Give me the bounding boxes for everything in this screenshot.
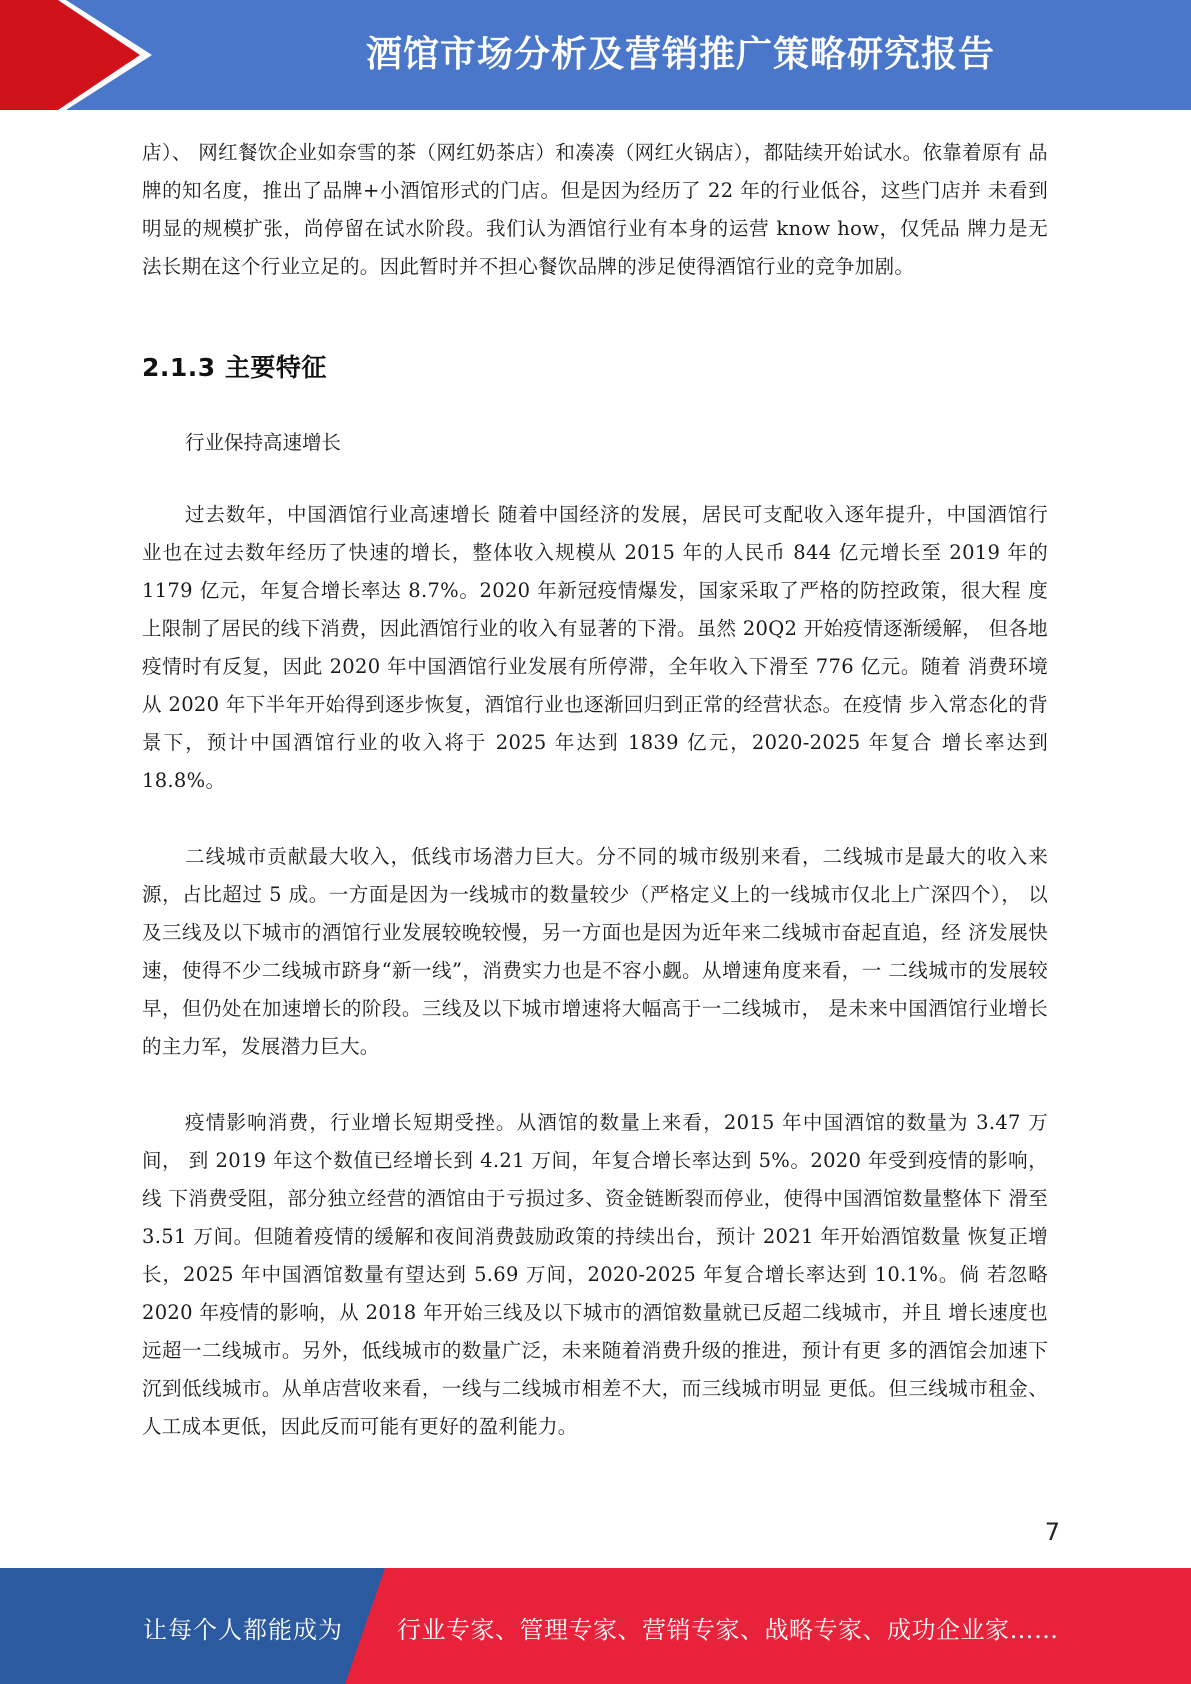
page-number: 7 [1044, 1518, 1060, 1546]
subheading: 行业保持高速增长 [185, 431, 342, 454]
report-title: 酒馆市场分析及营销推广策略研究报告 [365, 34, 995, 75]
page-content [142, 134, 1048, 1446]
footer-slogan-left: 让每个人都能成为 [143, 1616, 343, 1644]
page-header [0, 0, 1191, 110]
intro-paragraph: 店）、 网红餐饮企业如奈雪的茶（网红奶茶店）和凑凑（网红火锅店），都陆续开始试水。依靠着原有 品牌的知名度，推出了品牌+小酒馆形式的门店。但是因为经历了 22 年的行业低谷，这些门店并 未看到明显的规模扩张，尚停留在试水阶段。我们认为酒馆行业有本身的运营 know how，仅凭品 牌力是无法长期在这个行业立足的。因此暂时并不担心餐饮品牌的涉足使得酒馆行业的竞争加剧。 [142, 141, 1048, 278]
paragraph-revenue-growth: 过去数年，中国酒馆行业高速增长 随着中国经济的发展，居民可支配收入逐年提升，中国酒馆行 业也在过去数年经历了快速的增长，整体收入规模从 2015 年的人民币 844 亿元增长至 2019 年的 1179 亿元，年复合增长率达 8.7%。2020 年新冠疫情爆发，国家采取了严格的防控政策，很大程 度上限制了居民的线下消费，因此酒馆行业的收入有显著的下滑。虽然 20Q2 开始疫情逐渐缓解， 但各地疫情时有反复，因此 2020 年中国酒馆行业发展有所停滞，全年收入下滑至 776 亿元。随着 消费环境从 2020 年下半年开始得到逐步恢复，酒馆行业也逐渐回归到正常的经营状态。在疫情 步入常态化的背景下，预计中国酒馆行业的收入将于 2025 年达到 1839 亿元，2020-2025 年复合 增长率达到 18.8%。 [142, 503, 1048, 792]
paragraph-city-tiers: 二线城市贡献最大收入，低线市场潜力巨大。分不同的城市级别来看，二线城市是最大的收入来 源，占比超过 5 成。一方面是因为一线城市的数量较少（严格定义上的一线城市仅北上广深四个）， 以及三线及以下城市的酒馆行业发展较晚较慢，另一方面也是因为近年来二线城市奋起直追，经 济发展快速，使得不少二线城市跻身“新一线”，消费实力也是不容小觑。从增速角度来看，一 二线城市的发展较早，但仍处在加速增长的阶段。三线及以下城市增速将大幅高于一二线城市， 是未来中国酒馆行业增长的主力军，发展潜力巨大。 [142, 845, 1048, 1058]
section-heading: 2.1.3 主要特征 [142, 353, 327, 382]
paragraph-pandemic-impact: 疫情影响消费，行业增长短期受挫。从酒馆的数量上来看，2015 年中国酒馆的数量为 3.47 万间， 到 2019 年这个数值已经增长到 4.21 万间，年复合增长率达到 5%。2020 年受到疫情的影响，线 下消费受阻，部分独立经营的酒馆由于亏损过多、资金链断裂而停业，使得中国酒馆数量整体下 滑至 3.51 万间。但随着疫情的缓解和夜间消费鼓励政策的持续出台，预计 2021 年开始酒馆数量 恢复正增长，2025 年中国酒馆数量有望达到 5.69 万间，2020-2025 年复合增长率达到 10.1%。倘 若忽略 2020 年疫情的影响，从 2018 年开始三线及以下城市的酒馆数量就已反超二线城市，并且 增长速度也远超一二线城市。另外，低线城市的数量广泛，未来随着消费升级的推进，预计有更 多的酒馆会加速下沉到低线城市。从单店营收来看，一线与二线城市相差不大，而三线城市明显 更低。但三线城市租金、人工成本更低，因此反而可能有更好的盈利能力。 [142, 1111, 1048, 1438]
page-footer [0, 1568, 1191, 1684]
footer-slogan-right: 行业专家、管理专家、营销专家、战略专家、成功企业家…… [397, 1616, 1059, 1644]
